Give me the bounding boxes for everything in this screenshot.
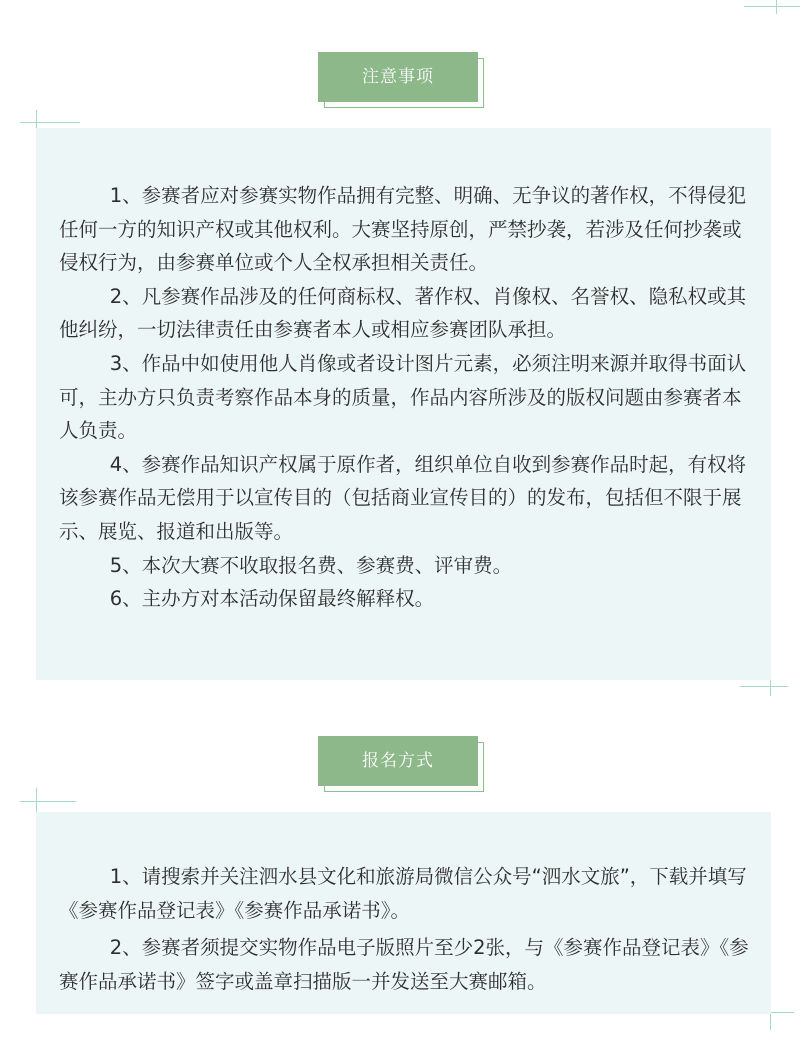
corner-decoration-line (744, 6, 800, 7)
notice-paragraph: 4、参赛作品知识产权属于原作者，组织单位自收到参赛作品时起，有权将该参赛作品无偿用于以宣传目的（包括商业宣传目的）的发布，包括但不限于展示、展览、报道和出版等。 (59, 452, 747, 543)
notice-paragraph: 1、参赛者应对参赛实物作品拥有完整、明确、无争议的著作权，不得侵犯任何一方的知识产权或其他权利。大赛坚持原创，严禁抄袭，若涉及任何抄袭或侵权行为，由参赛单位或个人全权承担相关责任。 (59, 184, 747, 275)
corner-decoration-line (20, 801, 76, 802)
corner-decoration-line (20, 122, 80, 123)
section-title-tag (318, 52, 480, 102)
notice-paragraph: 5、本次大赛不收取报名费、参赛费、评审费。 (109, 553, 513, 577)
section-title: 注意事项 (318, 52, 478, 102)
registration-paragraph: 1、请搜索并关注泗水县文化和旅游局微信公众号“泗水文旅”，下载并填写《参赛作品登记表》《参赛作品承诺书》。 (59, 865, 747, 922)
section-title: 报名方式 (318, 736, 478, 786)
section-title-tag (318, 736, 480, 786)
notice-paragraph: 3、作品中如使用他人肖像或者设计图片元素，必须注明来源并取得书面认可，主办方只负责考察作品本身的质量，作品内容所涉及的版权问题由参赛者本人负责。 (59, 351, 747, 443)
registration-panel (36, 812, 771, 1014)
corner-decoration-line (776, 0, 777, 14)
corner-decoration-line (740, 686, 788, 687)
notice-panel (36, 128, 771, 680)
notice-paragraph: 6、主办方对本活动保留最终解释权。 (109, 587, 435, 611)
notice-paragraph: 2、凡参赛作品涉及的任何商标权、著作权、肖像权、名誉权、隐私权或其他纠纷，一切法律责任由参赛者本人或相应参赛团队承担。 (59, 284, 747, 342)
registration-paragraph: 2、参赛者须提交实物作品电子版照片至少2张，与《参赛作品登记表》《参赛作品承诺书》签字或盖章扫描版一并发送至大赛邮箱。 (59, 936, 749, 993)
